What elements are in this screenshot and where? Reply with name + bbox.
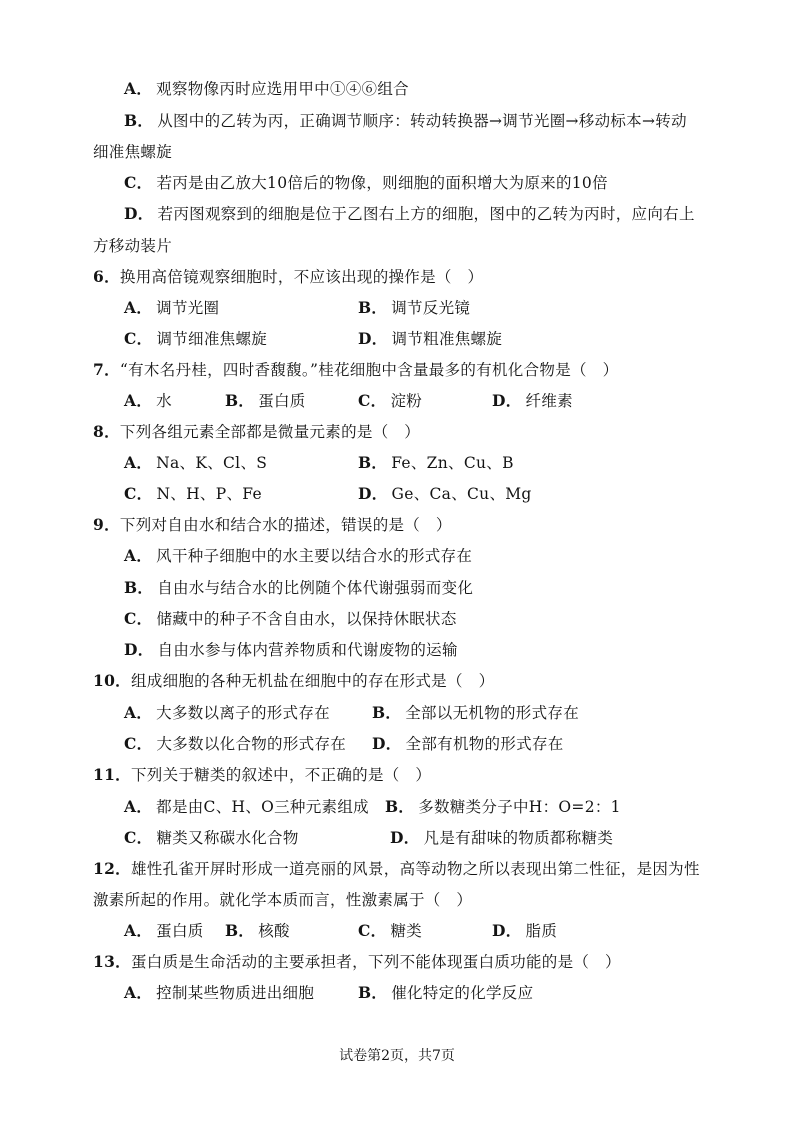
q5-option-b	[124, 110, 687, 132]
q5-option-d	[124, 203, 695, 225]
option-text: 从图中的乙转为丙，正确调节顺序：转动转换器→调节光圈→移动标本→转动	[157, 112, 687, 130]
question-number: 10．	[93, 671, 131, 690]
option-label: A．	[124, 797, 153, 816]
option-label: D．	[124, 640, 154, 659]
q10-option-b	[372, 702, 579, 724]
q13-option-b	[358, 982, 533, 1004]
question-number: 9．	[93, 515, 120, 534]
question-13-stem	[93, 951, 621, 973]
option-text: 控制某些物质进出细胞	[156, 984, 315, 1002]
option-label: C．	[358, 921, 387, 940]
option-text: 蛋白质	[258, 392, 306, 410]
option-label: B．	[385, 797, 415, 816]
option-text: Na、K、Cl、S	[156, 454, 268, 472]
option-text: 催化特定的化学反应	[391, 984, 534, 1002]
q6-option-b	[358, 297, 470, 319]
option-text: 糖类	[390, 922, 423, 940]
option-text: 糖类又称碳水化合物	[156, 829, 299, 847]
option-text: Fe、Zn、Cu、B	[391, 454, 514, 472]
q6-option-a	[124, 297, 219, 319]
question-7-stem	[93, 359, 618, 381]
option-label: B．	[225, 391, 255, 410]
q13-option-a	[124, 982, 314, 1004]
option-label: B．	[124, 111, 154, 130]
q10-option-a	[124, 702, 330, 724]
q8-option-a	[124, 452, 267, 474]
option-label: A．	[124, 453, 153, 472]
option-text: 大多数以化合物的形式存在	[156, 735, 347, 753]
q5-option-d-cont: 方移动装片	[93, 237, 173, 255]
q8-option-d	[358, 483, 532, 505]
question-12-stem	[93, 858, 700, 880]
option-label: C．	[124, 329, 153, 348]
option-text: 水	[156, 392, 172, 410]
option-label: C．	[124, 484, 153, 503]
question-10-stem	[93, 670, 494, 692]
question-stem-text: 雄性孔雀开屏时形成一道亮丽的风景，高等动物之所以表现出第二性征，是因为性	[130, 860, 700, 878]
q12-option-d	[492, 920, 557, 942]
question-stem-text: 换用高倍镜观察细胞时，不应该出现的操作是（ ）	[119, 268, 484, 286]
question-number: 7．	[93, 360, 120, 379]
question-stem-text: 下列各组元素全部都是微量元素的是（ ）	[119, 423, 421, 441]
question-stem-text: “有木名丹桂，四时香馥馥。”桂花细胞中含量最多的有机化合物是（ ）	[119, 361, 619, 379]
q9-option-c	[124, 608, 457, 630]
option-text: Ge、Ca、Cu、Mg	[391, 485, 532, 503]
option-text: 核酸	[258, 922, 290, 940]
q12-option-c	[358, 920, 422, 942]
q5-option-b-cont: 细准焦螺旋	[93, 143, 173, 161]
q8-option-b	[358, 452, 514, 474]
question-11-stem	[93, 764, 431, 786]
option-label: D．	[358, 484, 388, 503]
q5-option-c	[124, 172, 608, 194]
option-label: A．	[124, 546, 153, 565]
question-number: 6．	[93, 267, 120, 286]
q11-option-a	[124, 796, 369, 818]
option-label: C．	[124, 828, 153, 847]
option-text: 全部有机物的形式存在	[405, 735, 564, 753]
option-label: A．	[124, 703, 153, 722]
option-label: D．	[372, 734, 402, 753]
option-text: 风干种子细胞中的水主要以结合水的形式存在	[156, 547, 473, 565]
option-text: 蛋白质	[156, 922, 204, 940]
option-label: D．	[492, 921, 522, 940]
q12-option-a	[124, 920, 204, 942]
option-text: 观察物像丙时应选用甲中①④⑥组合	[156, 80, 409, 98]
question-9-stem	[93, 514, 452, 536]
option-text: 多数糖类分子中H：O=2：1	[418, 798, 621, 816]
question-number: 11．	[93, 765, 131, 784]
option-text: 储藏中的种子不含自由水，以保持休眠状态	[156, 610, 457, 628]
question-number: 13．	[93, 952, 131, 971]
option-label: D．	[390, 828, 420, 847]
q6-option-d	[358, 328, 502, 350]
option-text: N、H、P、Fe	[156, 485, 262, 503]
q9-option-d	[124, 639, 458, 661]
option-label: A．	[124, 298, 153, 317]
option-label: D．	[358, 329, 388, 348]
q9-option-b	[124, 577, 473, 599]
question-stem-text: 下列关于糖类的叙述中，不正确的是（ ）	[130, 766, 432, 784]
q10-option-d	[372, 733, 564, 755]
option-text: 大多数以离子的形式存在	[156, 704, 330, 722]
option-label: A．	[124, 983, 153, 1002]
option-text: 调节光圈	[156, 299, 220, 317]
question-stem-text: 下列对自由水和结合水的描述，错误的是（ ）	[119, 516, 452, 534]
option-label: B．	[372, 703, 402, 722]
question-8-stem	[93, 421, 420, 443]
option-text: 全部以无机物的形式存在	[405, 704, 580, 722]
option-label: C．	[124, 173, 153, 192]
q12-option-b	[225, 920, 290, 942]
q7-option-a	[124, 390, 172, 412]
option-label: D．	[492, 391, 522, 410]
q9-option-a	[124, 545, 472, 567]
option-text: 脂质	[525, 922, 558, 940]
q7-option-c	[358, 390, 422, 412]
option-label: B．	[124, 578, 154, 597]
q7-option-d	[492, 390, 573, 412]
option-label: B．	[225, 921, 255, 940]
option-label: B．	[358, 453, 388, 472]
option-label: C．	[124, 734, 153, 753]
option-text: 自由水参与体内营养物质和代谢废物的运输	[157, 641, 458, 659]
option-text: 都是由C、H、O三种元素组成	[156, 798, 369, 816]
q11-option-c	[124, 827, 299, 849]
option-text: 若丙是由乙放大10倍后的物像，则细胞的面积增大为原来的10倍	[156, 174, 608, 192]
option-label: D．	[124, 204, 154, 223]
option-label: A．	[124, 921, 153, 940]
option-text: 自由水与结合水的比例随个体代谢强弱而变化	[157, 579, 474, 597]
q6-option-c	[124, 328, 267, 350]
option-text: 凡是有甜味的物质都称糖类	[423, 829, 614, 847]
question-12-stem-cont: 激素所起的作用。就化学本质而言，性激素属于（ ）	[93, 891, 473, 909]
option-label: B．	[358, 298, 388, 317]
q7-option-b	[225, 390, 306, 412]
option-label: C．	[124, 609, 153, 628]
option-text: 淀粉	[390, 392, 423, 410]
option-text: 调节反光镜	[391, 299, 471, 317]
q10-option-c	[124, 733, 346, 755]
question-stem-text: 蛋白质是生命活动的主要承担者，下列不能体现蛋白质功能的是（ ）	[130, 953, 621, 971]
question-stem-text: 组成细胞的各种无机盐在细胞中的存在形式是（ ）	[130, 672, 495, 690]
option-text: 调节粗准焦螺旋	[391, 330, 503, 348]
option-label: C．	[358, 391, 387, 410]
page-footer: 试卷第2页，共7页	[339, 1048, 455, 1064]
question-6-stem	[93, 266, 483, 288]
q11-option-b	[385, 796, 621, 818]
option-text: 若丙图观察到的细胞是位于乙图右上方的细胞，图中的乙转为丙时，应向右上	[157, 205, 695, 223]
question-number: 8．	[93, 422, 120, 441]
option-text: 纤维素	[525, 392, 573, 410]
q5-option-a	[124, 78, 409, 100]
q8-option-c	[124, 483, 262, 505]
q11-option-d	[390, 827, 613, 849]
question-number: 12．	[93, 859, 131, 878]
option-label: B．	[358, 983, 388, 1002]
option-label: A．	[124, 391, 153, 410]
option-text: 调节细准焦螺旋	[156, 330, 268, 348]
option-label: A．	[124, 79, 153, 98]
